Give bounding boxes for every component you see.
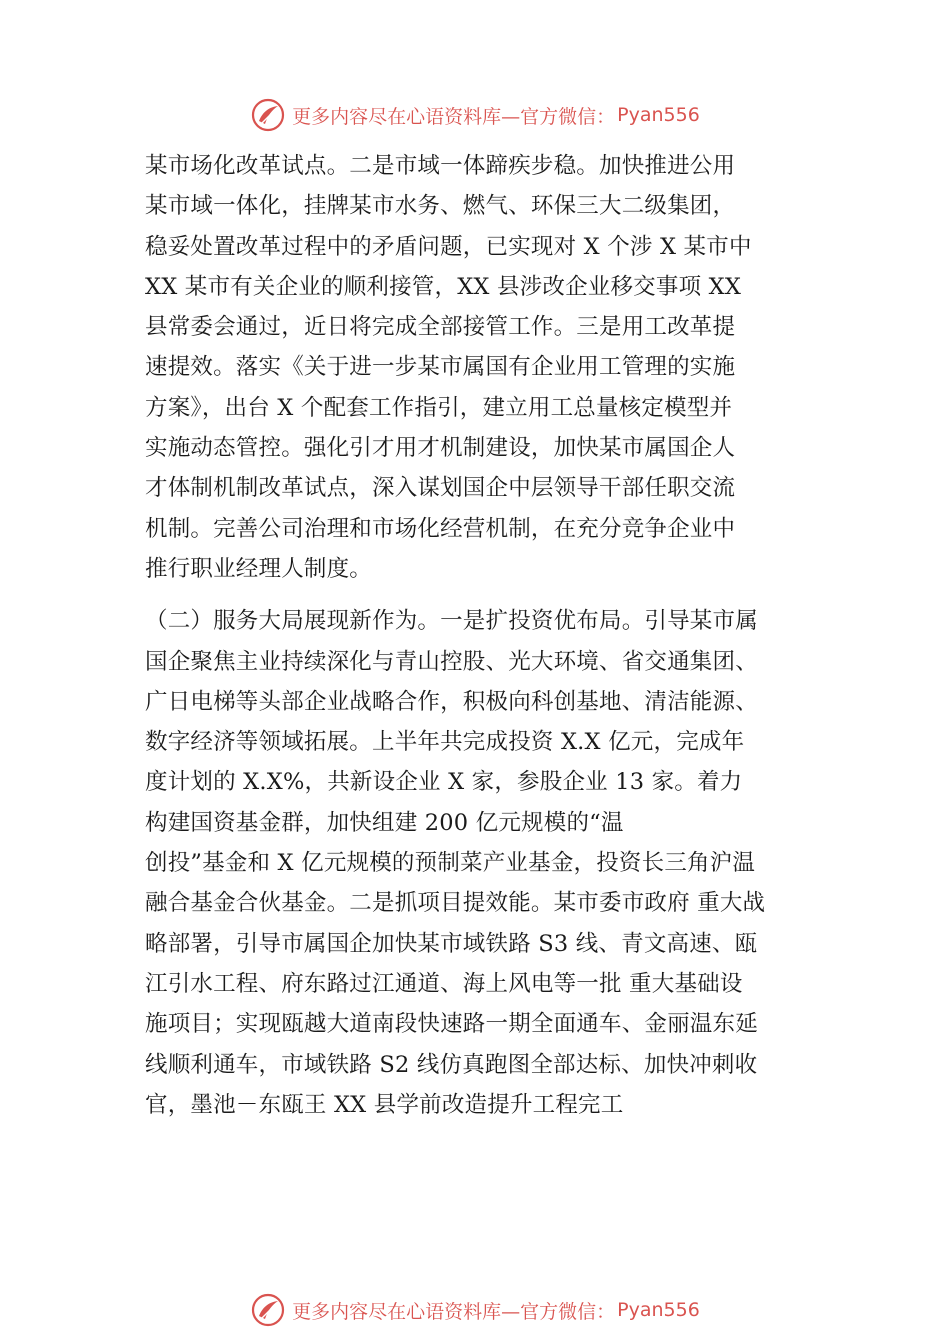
text-line: 机制。完善公司治理和市场化经营机制，在充分竞争企业中 xyxy=(145,515,736,542)
paragraph-2 xyxy=(145,601,835,1125)
text-line: 某市域一体化，挂牌某市水务、燃气、环保三大二级集团， xyxy=(145,193,736,220)
logo-icon xyxy=(250,1292,286,1328)
text-line: 融合基金合伙基金。二是抓项目提效能。某市委市政府 重大战 xyxy=(145,890,766,917)
text-line: 略部署，引导市属国企加快某市域铁路 S3 线、青文高速、瓯 xyxy=(145,930,758,957)
document-body xyxy=(145,146,835,1125)
text-line: 创投”基金和 X 亿元规模的预制菜产业基金，投资长三角沪温 xyxy=(145,850,756,877)
text-line: 数字经济等领域拓展。上半年共完成投资 X.X 亿元，完成年 xyxy=(145,729,745,756)
watermark-footer xyxy=(0,1290,950,1330)
watermark-wechat-id: Pyan556 xyxy=(617,104,700,126)
text-line: 国企聚焦主业持续深化与青山控股、光大环境、省交通集团、 xyxy=(145,648,758,675)
logo-icon xyxy=(250,97,286,133)
watermark-wechat-id: Pyan556 xyxy=(617,1299,700,1321)
text-line: XX 某市有关企业的顺利接管，XX 县涉改企业移交事项 XX xyxy=(145,273,742,300)
text-line: 广日电梯等头部企业战略合作，积极向科创基地、清洁能源、 xyxy=(145,688,758,715)
text-line: 官，墨池－东瓯王 XX 县学前改造提升工程完工 xyxy=(145,1091,624,1118)
text-line: 施项目；实现瓯越大道南段快速路一期全面通车、金丽温东延 xyxy=(145,1011,758,1038)
text-line: 速提效。落实《关于进一步某市属国有企业用工管理的实施 xyxy=(145,354,736,381)
watermark-header xyxy=(0,95,950,135)
text-line: 度计划的 X.X%，共新设企业 X 家，参股企业 13 家。着力 xyxy=(145,769,743,796)
watermark-text: 更多内容尽在心语资料库—官方微信： xyxy=(292,1300,616,1323)
text-line: 稳妥处置改革过程中的矛盾问题，已实现对 X 个涉 X 某市中 xyxy=(145,233,752,260)
watermark-text: 更多内容尽在心语资料库—官方微信： xyxy=(292,105,616,128)
text-line: 方案》，出台 X 个配套工作指引，建立用工总量核定模型并 xyxy=(145,394,733,421)
text-line: 实施动态管控。强化引才用才机制建设，加快某市属国企人 xyxy=(145,435,736,462)
paragraph-1 xyxy=(145,146,835,589)
text-line: （二）服务大局展现新作为。一是扩投资优布局。引导某市属 xyxy=(145,608,758,635)
text-line: 县常委会通过，近日将完成全部接管工作。三是用工改革提 xyxy=(145,314,736,341)
text-line: 才体制机制改革试点，深入谋划国企中层领导干部任职交流 xyxy=(145,475,736,502)
text-line: 江引水工程、府东路过江通道、海上风电等一批 重大基础设 xyxy=(145,970,743,997)
text-line: 线顺利通车，市域铁路 S2 线仿真跑图全部达标、加快冲刺收 xyxy=(145,1051,758,1078)
text-line: 构建国资基金群，加快组建 200 亿元规模的“温 xyxy=(145,809,624,836)
text-line: 推行职业经理人制度。 xyxy=(145,555,373,582)
text-line: 某市场化改革试点。二是市域一体蹄疾步稳。加快推进公用 xyxy=(145,153,736,179)
